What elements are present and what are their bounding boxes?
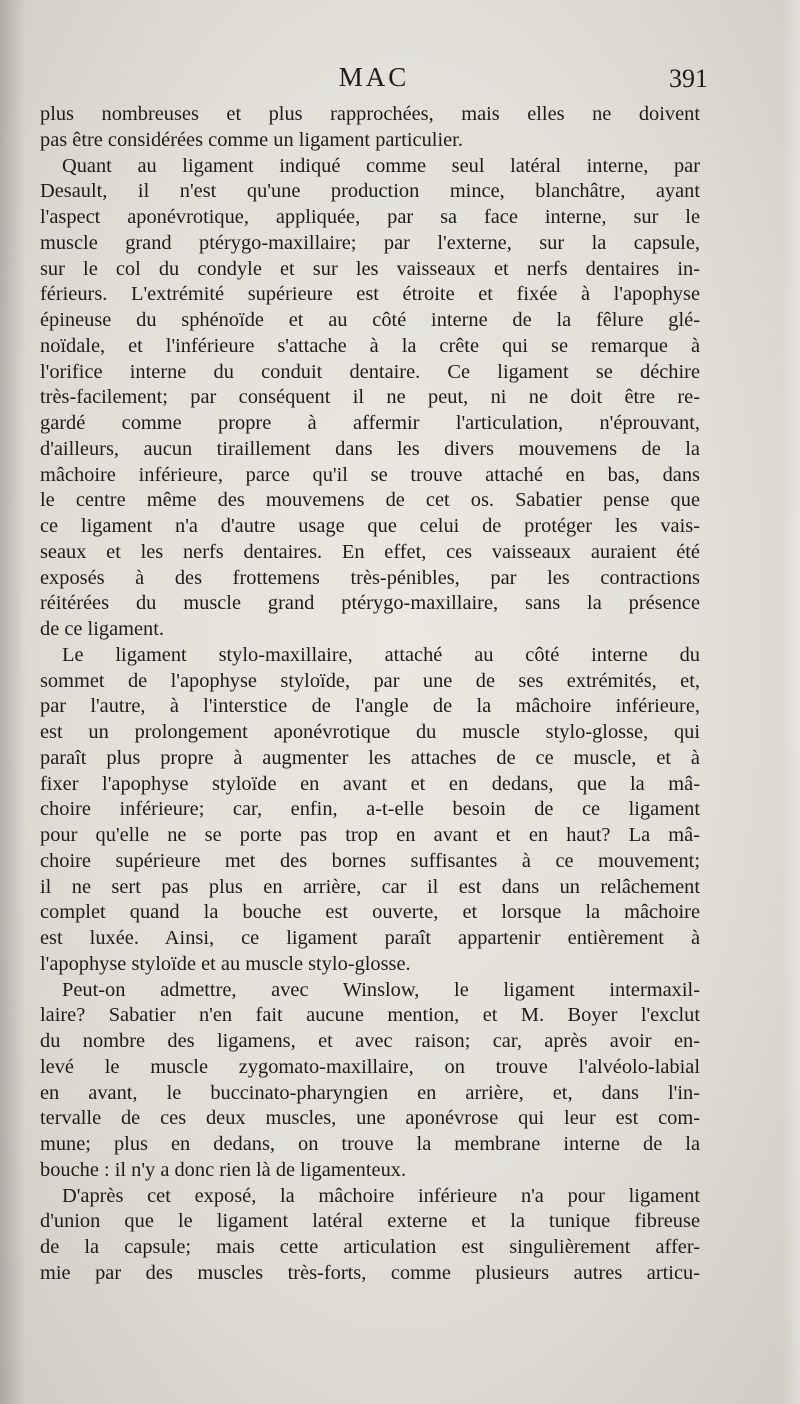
text-line: laire? Sabatier n'en fait aucune mention, et M. Boyer l'exclut (40, 1004, 700, 1027)
running-head-title: MAC (338, 62, 410, 92)
text-line: est luxée. Ainsi, ce ligament paraît appartenir entièrement à (40, 927, 700, 949)
running-head (40, 62, 708, 96)
text-line: de ce ligament. (40, 618, 164, 640)
text-line: épineuse du sphénoïde et au côté interne de la fêlure glé- (40, 309, 700, 331)
text-line: bouche : il n'y a donc rien là de ligamenteux. (40, 1158, 407, 1181)
text-line: pour qu'elle ne se porte pas trop en avant et en haut? La mâ- (40, 824, 700, 846)
text-line: gardé comme propre à affermir l'articulation, n'éprouvant, (40, 412, 700, 434)
paragraph (40, 154, 700, 643)
paragraph (40, 978, 700, 1184)
paragraph (40, 1184, 700, 1287)
paragraph (40, 643, 700, 978)
text-line: l'orifice interne du conduit dentaire. Ce ligament se déchire (40, 360, 700, 383)
text-line: pas être considérées comme un ligament particulier. (40, 128, 463, 151)
text-line: levé le muscle zygomato-maxillaire, on trouve l'alvéolo-labial (40, 1055, 700, 1078)
text-line: réitérées du muscle grand ptérygo-maxillaire, sans la présence (40, 592, 700, 615)
text-line: choire inférieure; car, enfin, a-t-elle besoin de ce ligament (40, 798, 700, 821)
text-line: D'après cet exposé, la mâchoire inférieure n'a pour ligament (62, 1184, 700, 1207)
text-line: Quant au ligament indiqué comme seul latéral interne, par (62, 154, 700, 177)
text-line: d'ailleurs, aucun tiraillement dans les divers mouvemens de la (40, 437, 700, 460)
text-line: en avant, le buccinato-pharyngien en arrière, et, dans l'in- (40, 1081, 700, 1104)
text-line: le centre même des mouvemens de cet os. Sabatier pense que (40, 489, 700, 512)
text-line: mie par des muscles très-forts, comme plusieurs autres articu- (40, 1261, 700, 1284)
text-line: mâchoire inférieure, parce qu'il se trouve attaché en bas, dans (40, 463, 700, 486)
page-edge (782, 0, 800, 1404)
body-text (40, 102, 700, 1287)
text-line: est un prolongement aponévrotique du muscle stylo-glosse, qui (40, 721, 700, 743)
text-line: l'apophyse styloïde et au muscle stylo-glosse. (40, 952, 411, 975)
text-line: muscle grand ptérygo-maxillaire; par l'externe, sur la capsule, (40, 231, 700, 254)
text-line: de la capsule; mais cette articulation est singulièrement affer- (40, 1236, 700, 1258)
text-line: exposés à des frottemens très-pénibles, par les contractions (40, 566, 700, 589)
text-line: très-facilement; par conséquent il ne peut, ni ne doit être re- (40, 386, 700, 409)
text-line: seaux et les nerfs dentaires. En effet, ces vaisseaux auraient été (40, 540, 700, 563)
text-line: Peut-on admettre, avec Winslow, le ligament intermaxil- (62, 978, 700, 1001)
text-line: il ne sert pas plus en arrière, car il est dans un relâchement (40, 875, 700, 898)
page-number: 391 (669, 64, 708, 93)
text-line: complet quand la bouche est ouverte, et lorsque la mâchoire (40, 901, 700, 924)
text-line: plus nombreuses et plus rapprochées, mais elles ne doivent (40, 103, 700, 125)
text-line: d'union que le ligament latéral externe et la tunique fibreuse (40, 1210, 700, 1233)
text-line: fixer l'apophyse styloïde en avant et en dedans, que la mâ- (40, 772, 700, 795)
text-line: sur le col du condyle et sur les vaisseaux et nerfs dentaires in- (40, 257, 700, 280)
text-line: Le ligament stylo-maxillaire, attaché au côté interne du (62, 643, 700, 666)
paragraph (40, 102, 700, 154)
text-line: choire supérieure met des bornes suffisantes à ce mouvement; (40, 849, 700, 872)
text-line: Desault, il n'est qu'une production mince, blanchâtre, ayant (40, 180, 700, 203)
text-line: du nombre des ligamens, et avec raison; car, après avoir en- (40, 1030, 700, 1052)
text-line: l'aspect aponévrotique, appliquée, par sa face interne, sur le (40, 206, 700, 228)
text-line: tervalle de ces deux muscles, une aponévrose qui leur est com- (40, 1107, 700, 1130)
text-line: paraît plus propre à augmenter les attaches de ce muscle, et à (40, 746, 700, 769)
text-line: noïdale, et l'inférieure s'attache à la crête qui se remarque à (40, 334, 700, 357)
text-line: par l'autre, à l'interstice de l'angle de la mâchoire inférieure, (40, 695, 700, 718)
text-line: sommet de l'apophyse styloïde, par une de ses extrémités, et, (40, 669, 700, 692)
text-line: ce ligament n'a d'autre usage que celui de protéger les vais- (40, 515, 700, 537)
text-line: férieurs. L'extrémité supérieure est étroite et fixée à l'apophyse (40, 283, 700, 306)
binding-shadow (0, 0, 26, 1404)
text-line: mune; plus en dedans, on trouve la membrane interne de la (40, 1133, 700, 1155)
